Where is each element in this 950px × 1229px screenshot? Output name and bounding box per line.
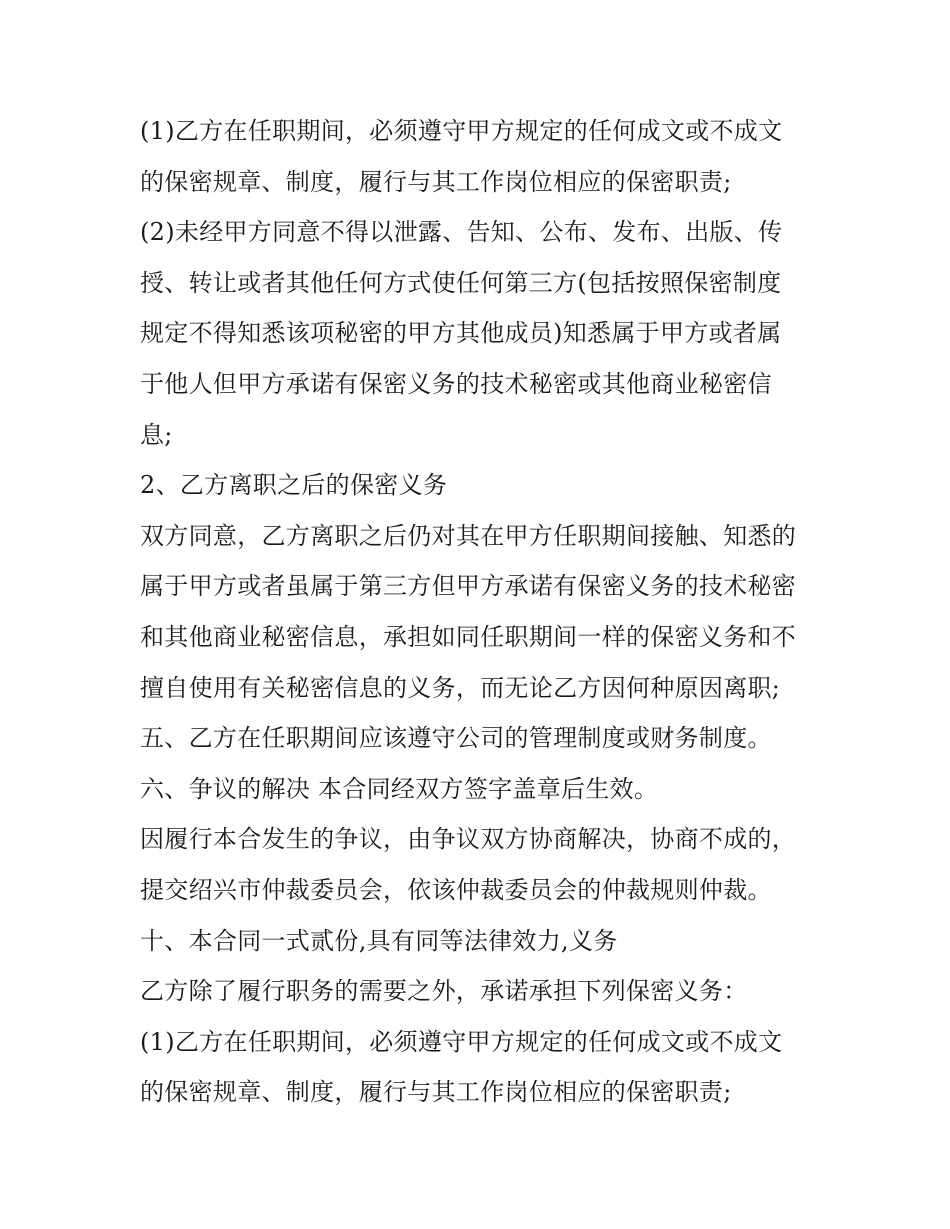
text-line: 提交绍兴市仲裁委员会，依该仲裁委员会的仲裁规则仲裁。 bbox=[140, 875, 772, 904]
text-line: 属于甲方或者虽属于第三方但甲方承诺有保密义务的技术秘密 bbox=[140, 572, 797, 601]
section-heading: 2、乙方离职之后的保密义务 bbox=[140, 471, 448, 500]
clause-five: 五、乙方在任职期间应该遵守公司的管理制度或财务制度。 bbox=[140, 724, 772, 753]
text-line: 授、转让或者其他任何方式使任何第三方(包括按照保密制度 bbox=[140, 268, 782, 297]
text-line: (2)未经甲方同意不得以泄露、告知、公布、发布、出版、传 bbox=[140, 218, 783, 247]
text-line: 擅自使用有关秘密信息的义务，而无论乙方因何种原因离职; bbox=[140, 673, 781, 702]
text-line: 规定不得知悉该项秘密的甲方其他成员)知悉属于甲方或者属 bbox=[140, 319, 782, 348]
text-line: 和其他商业秘密信息，承担如同任职期间一样的保密义务和不 bbox=[140, 622, 797, 651]
text-line: 乙方除了履行职务的需要之外，承诺承担下列保密义务： bbox=[140, 977, 748, 1006]
text-line: 因履行本合发生的争议，由争议双方协商解决，协商不成的， bbox=[140, 825, 797, 854]
clause-six: 六、争议的解决 本合同经双方签字盖章后生效。 bbox=[140, 774, 659, 803]
text-line: 的保密规章、制度，履行与其工作岗位相应的保密职责; bbox=[140, 167, 732, 196]
text-line: 的保密规章、制度，履行与其工作岗位相应的保密职责; bbox=[140, 1078, 732, 1107]
document-body bbox=[140, 106, 820, 1118]
text-line: 息; bbox=[140, 420, 173, 449]
text-line: 于他人但甲方承诺有保密义务的技术秘密或其他商业秘密信 bbox=[140, 369, 772, 398]
text-line: (1)乙方在任职期间，必须遵守甲方规定的任何成文或不成文 bbox=[140, 1027, 783, 1056]
text-line: 双方同意，乙方离职之后仍对其在甲方任职期间接触、知悉的 bbox=[140, 521, 797, 550]
clause-ten: 十、本合同一式贰份,具有同等法律效力,义务 bbox=[140, 926, 618, 955]
text-line: (1)乙方在任职期间，必须遵守甲方规定的任何成文或不成文 bbox=[140, 117, 783, 145]
